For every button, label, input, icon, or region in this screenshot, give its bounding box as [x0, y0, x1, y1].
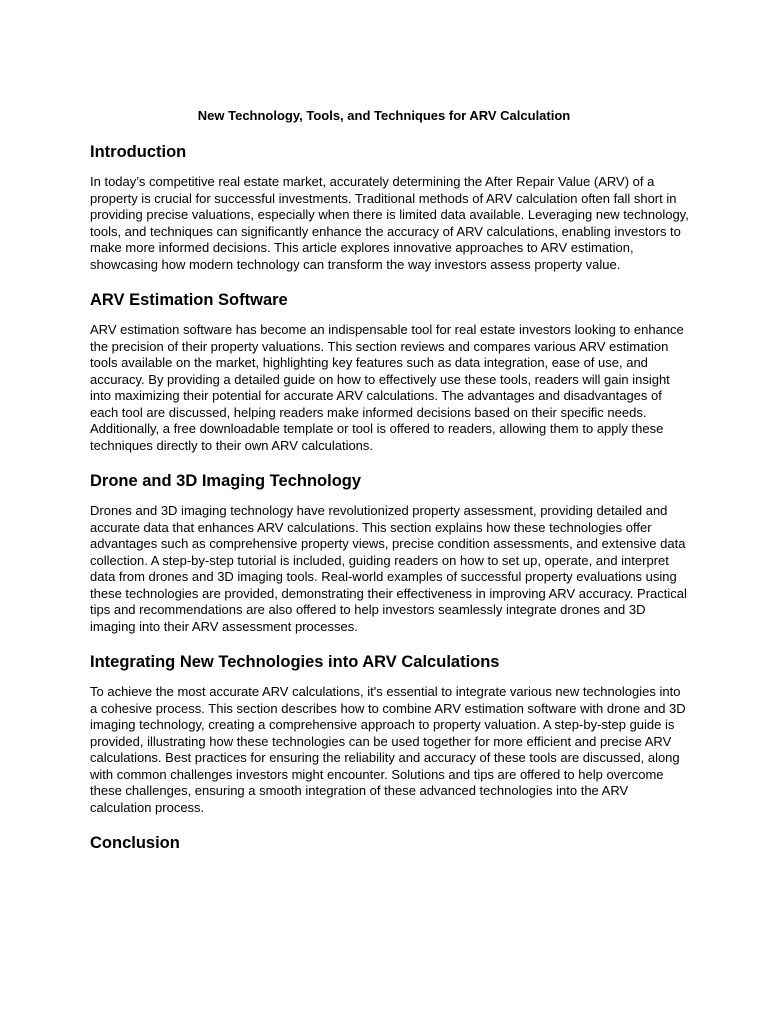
section-paragraph: Drones and 3D imaging technology have revolutionized property assessment, providing detailed and accurate data that enhances ARV calculations. This section explains how these technologies offer advantages such as comprehensive property views, precise condition assessments, and extensive data collection. A step-by-step tutorial is included, guiding readers on how to set up, operate, and interpret data from drones and 3D imaging tools. Real-world examples of successful property evaluations using these technologies are provided, demonstrating their effectiveness in improving ARV accuracy. Practical tips and recommendations are also offered to help investors seamlessly integrate drones and 3D imaging into their ARV assessment processes.	[90, 503, 687, 634]
section-heading: ARV Estimation Software	[90, 291, 288, 309]
section-introduction	[90, 141, 690, 273]
section-paragraph: To achieve the most accurate ARV calculations, it's essential to integrate various new technologies into a cohesive process. This section describes how to combine ARV estimation software with drone and 3D imaging technology, creating a comprehensive approach to property valuation. A step-by-step guide is provided, illustrating how these technologies can be used together for more efficient and precise ARV calculations. Best practices for ensuring the reliability and accuracy of these tools are discussed, along with common challenges investors might encounter. Solutions and tips are offered to help overcome these challenges, ensuring a smooth integration of these advanced technologies into the ARV calculation process.	[90, 684, 686, 815]
section-heading: Drone and 3D Imaging Technology	[90, 472, 362, 490]
section-drone-3d-imaging	[90, 470, 690, 635]
document-body	[90, 141, 690, 854]
section-integrating-technologies	[90, 651, 690, 816]
section-paragraph: In today’s competitive real estate market, accurately determining the After Repair Value (ARV) of a property is crucial for successful investments. Traditional methods of ARV calculation often fall short in providing precise valuations, especially when there is limited data available. Leveraging new technology, tools, and techniques can significantly enhance the accuracy of ARV calculations, enabling investors to make more informed decisions. This article explores innovative approaches to ARV estimation, showcasing how modern technology can transform the way investors assess property value.	[90, 174, 689, 272]
section-heading: Integrating New Technologies into ARV Calculations	[90, 653, 500, 671]
section-conclusion	[90, 832, 690, 854]
section-arv-estimation-software	[90, 289, 690, 454]
document-title: New Technology, Tools, and Techniques for ARV Calculation	[197, 108, 571, 123]
section-paragraph: ARV estimation software has become an indispensable tool for real estate investors looking to enhance the precision of their property valuations. This section reviews and compares various ARV estimation tools available on the market, highlighting key features such as data integration, ease of use, and accuracy. By providing a detailed guide on how to effectively use these tools, readers will gain insight into maximizing their potential for accurate ARV calculations. The advantages and disadvantages of each tool are discussed, helping readers make informed decisions based on their specific needs. Additionally, a free downloadable template or tool is offered to readers, allowing them to apply these techniques directly to their own ARV calculations.	[90, 322, 684, 453]
section-heading: Conclusion	[90, 834, 180, 852]
section-heading: Introduction	[90, 143, 187, 161]
